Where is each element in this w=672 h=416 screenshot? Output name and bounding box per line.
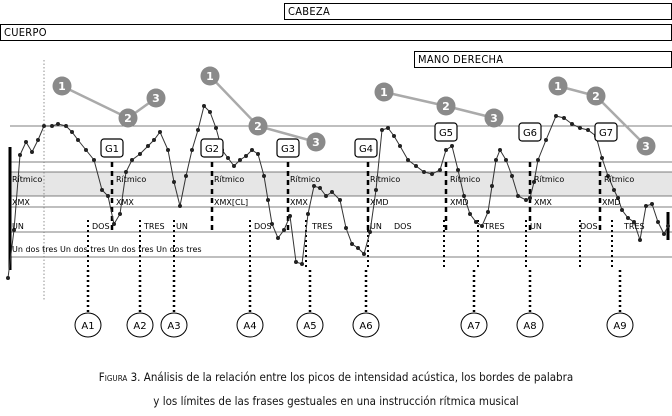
intensity-point xyxy=(190,148,194,152)
intensity-point xyxy=(130,158,134,162)
intensity-point xyxy=(468,212,472,216)
count-label: DOS xyxy=(92,222,110,231)
intensity-point xyxy=(70,130,74,134)
peak-marker-label: 2 xyxy=(124,112,132,125)
intensity-point xyxy=(50,124,54,128)
intensity-point xyxy=(76,138,80,142)
intensity-point xyxy=(288,214,292,218)
intensity-point xyxy=(398,144,402,148)
xm-label: XMD xyxy=(602,198,621,207)
boundary-label: A5 xyxy=(303,321,317,332)
xm-label: XMX[CL] xyxy=(214,198,249,207)
intensity-point xyxy=(350,242,354,246)
peak-marker-label: 1 xyxy=(206,70,214,83)
intensity-point xyxy=(356,246,360,250)
intensity-point xyxy=(64,124,68,128)
intensity-point xyxy=(662,232,666,236)
intensity-point xyxy=(392,134,396,138)
intensity-point xyxy=(294,260,298,264)
intensity-point xyxy=(600,156,604,160)
gesture-group-label: G6 xyxy=(522,128,538,139)
intensity-point xyxy=(100,188,104,192)
count-label: UN xyxy=(176,222,188,231)
intensity-point xyxy=(494,158,498,162)
peak-marker-label: 1 xyxy=(58,80,66,93)
figure-caption-line-1 xyxy=(0,368,672,386)
boundary-label: A4 xyxy=(243,321,257,332)
intensity-point xyxy=(112,222,116,226)
intensity-point xyxy=(330,190,334,194)
peak-marker-label: 2 xyxy=(442,100,450,113)
intensity-point xyxy=(276,236,280,240)
intensity-point xyxy=(490,184,494,188)
intensity-point xyxy=(178,204,182,208)
gesture-group-label: G2 xyxy=(204,144,220,155)
ritmico-label: Rítmico xyxy=(12,175,43,184)
intensity-point xyxy=(338,198,342,202)
gesture-group-label: G3 xyxy=(280,144,296,155)
gesture-group-label: G7 xyxy=(598,128,614,139)
intensity-point xyxy=(504,158,508,162)
ritmico-label: Rítmico xyxy=(370,175,401,184)
xm-label: XMD xyxy=(370,198,389,207)
xm-label: XMD xyxy=(450,198,469,207)
gesture-group-label: G5 xyxy=(438,128,454,139)
gesture-group-label: G1 xyxy=(104,144,120,155)
intensity-point xyxy=(158,130,162,134)
intensity-point xyxy=(374,188,378,192)
intensity-point xyxy=(626,216,630,220)
intensity-point xyxy=(456,168,460,172)
intensity-point xyxy=(312,184,316,188)
intensity-point xyxy=(184,174,188,178)
intensity-point xyxy=(226,156,230,160)
count-label: UN xyxy=(530,222,542,231)
intensity-point xyxy=(196,128,200,132)
intensity-point xyxy=(172,180,176,184)
peak-marker-label: 2 xyxy=(592,90,600,103)
intensity-point xyxy=(644,204,648,208)
count-label: TRES xyxy=(624,222,645,231)
intensity-point xyxy=(318,186,322,190)
tier-cabeza: CABEZA xyxy=(284,3,672,20)
intensity-point xyxy=(344,226,348,230)
peak-marker-label: 1 xyxy=(380,86,388,99)
intensity-point xyxy=(30,150,34,154)
peak-marker-label: 1 xyxy=(554,80,562,93)
intensity-point xyxy=(562,116,566,120)
count-label: UN xyxy=(12,222,24,231)
intensity-point xyxy=(544,138,548,142)
intensity-point xyxy=(516,194,520,198)
peak-marker-label: 3 xyxy=(152,92,160,105)
intensity-point xyxy=(238,158,242,162)
intensity-point xyxy=(444,148,448,152)
intensity-point xyxy=(208,110,212,114)
intensity-point xyxy=(138,152,142,156)
intensity-point xyxy=(638,238,642,242)
boundary-label: A8 xyxy=(523,321,537,332)
ritmico-label: Rítmico xyxy=(214,175,245,184)
intensity-point xyxy=(24,140,28,144)
ritmico-label: Rítmico xyxy=(290,175,321,184)
intensity-point xyxy=(414,164,418,168)
peak-connector xyxy=(62,86,156,118)
intensity-point xyxy=(146,144,150,148)
boundary-label: A2 xyxy=(133,321,147,332)
count-label: DOS xyxy=(394,222,412,231)
intensity-point xyxy=(474,220,478,224)
intensity-point xyxy=(380,128,384,132)
peak-marker-label: 3 xyxy=(490,112,498,125)
intensity-point xyxy=(362,252,366,256)
ritmico-label: Rítmico xyxy=(450,175,481,184)
intensity-point xyxy=(586,128,590,132)
ritmico-band xyxy=(10,172,672,196)
figure-caption-line-2: y los límites de las frases gestuales en una instrucción rítmica musical xyxy=(153,394,519,408)
count-label: TRES xyxy=(144,222,165,231)
intensity-point xyxy=(166,148,170,152)
intensity-point xyxy=(42,124,46,128)
intensity-point xyxy=(92,158,96,162)
intensity-point xyxy=(422,170,426,174)
intensity-point xyxy=(554,114,558,118)
intensity-point xyxy=(232,164,236,168)
intensity-point xyxy=(244,154,248,158)
boundary-label: A1 xyxy=(81,321,95,332)
intensity-point xyxy=(262,174,266,178)
text-tier-label: Un dos tres Un dos tres Un dos tres Un dos tres xyxy=(12,245,202,254)
peak-marker-label: 3 xyxy=(312,136,320,149)
ritmico-label: Rítmico xyxy=(534,175,565,184)
count-label: TRES xyxy=(484,222,505,231)
intensity-point xyxy=(18,153,22,157)
ritmico-label: Rítmico xyxy=(604,175,635,184)
count-label: UN xyxy=(370,222,382,231)
intensity-point xyxy=(570,122,574,126)
xm-label: XMX xyxy=(116,198,134,207)
intensity-point xyxy=(536,158,540,162)
count-label: DOS xyxy=(254,222,272,231)
intensity-point xyxy=(56,122,60,126)
intensity-point xyxy=(386,126,390,130)
intensity-point xyxy=(324,194,328,198)
tier-mano-derecha: MANO DERECHA xyxy=(414,51,672,68)
intensity-point xyxy=(524,198,528,202)
peak-marker-label: 2 xyxy=(254,120,262,133)
intensity-point xyxy=(650,202,654,206)
tier-cuerpo: CUERPO xyxy=(0,24,672,41)
intensity-point xyxy=(450,144,454,148)
intensity-point xyxy=(656,220,660,224)
intensity-point xyxy=(266,198,270,202)
boundary-label: A3 xyxy=(167,321,181,332)
intensity-point xyxy=(300,262,304,266)
caption-prefix: Figura 3. xyxy=(98,370,141,384)
intensity-point xyxy=(430,172,434,176)
intensity-point xyxy=(612,188,616,192)
xm-label: XMX xyxy=(534,198,552,207)
count-label: TRES xyxy=(312,222,333,231)
intensity-point xyxy=(620,208,624,212)
count-label: DOS xyxy=(580,222,598,231)
boundary-label: A6 xyxy=(359,321,373,332)
boundary-label: A7 xyxy=(467,321,481,332)
intensity-point xyxy=(250,148,254,152)
boundary-label: A9 xyxy=(613,321,627,332)
intensity-point xyxy=(578,126,582,130)
intensity-point xyxy=(152,138,156,142)
caption-line-1: Análisis de la relación entre los picos de intensidad acústica, los bordes de palabra xyxy=(143,370,574,384)
intensity-point xyxy=(486,210,490,214)
intensity-point xyxy=(6,276,10,280)
intensity-point xyxy=(498,148,502,152)
peak-marker-label: 3 xyxy=(642,140,650,153)
intensity-point xyxy=(438,168,442,172)
intensity-point xyxy=(124,170,128,174)
intensity-point xyxy=(118,212,122,216)
intensity-point xyxy=(528,196,532,200)
xm-label: XMX xyxy=(12,198,30,207)
intensity-point xyxy=(256,152,260,156)
xm-label: XMX xyxy=(290,198,308,207)
intensity-point xyxy=(406,158,410,162)
intensity-point xyxy=(510,174,514,178)
intensity-point xyxy=(282,228,286,232)
intensity-point xyxy=(84,148,88,152)
gesture-group-label: G4 xyxy=(358,144,374,155)
intensity-point xyxy=(36,138,40,142)
ritmico-label: Rítmico xyxy=(116,175,147,184)
intensity-point xyxy=(202,104,206,108)
intensity-point xyxy=(106,194,110,198)
intensity-point xyxy=(666,224,670,228)
intensity-point xyxy=(306,212,310,216)
intensity-point xyxy=(214,126,218,130)
